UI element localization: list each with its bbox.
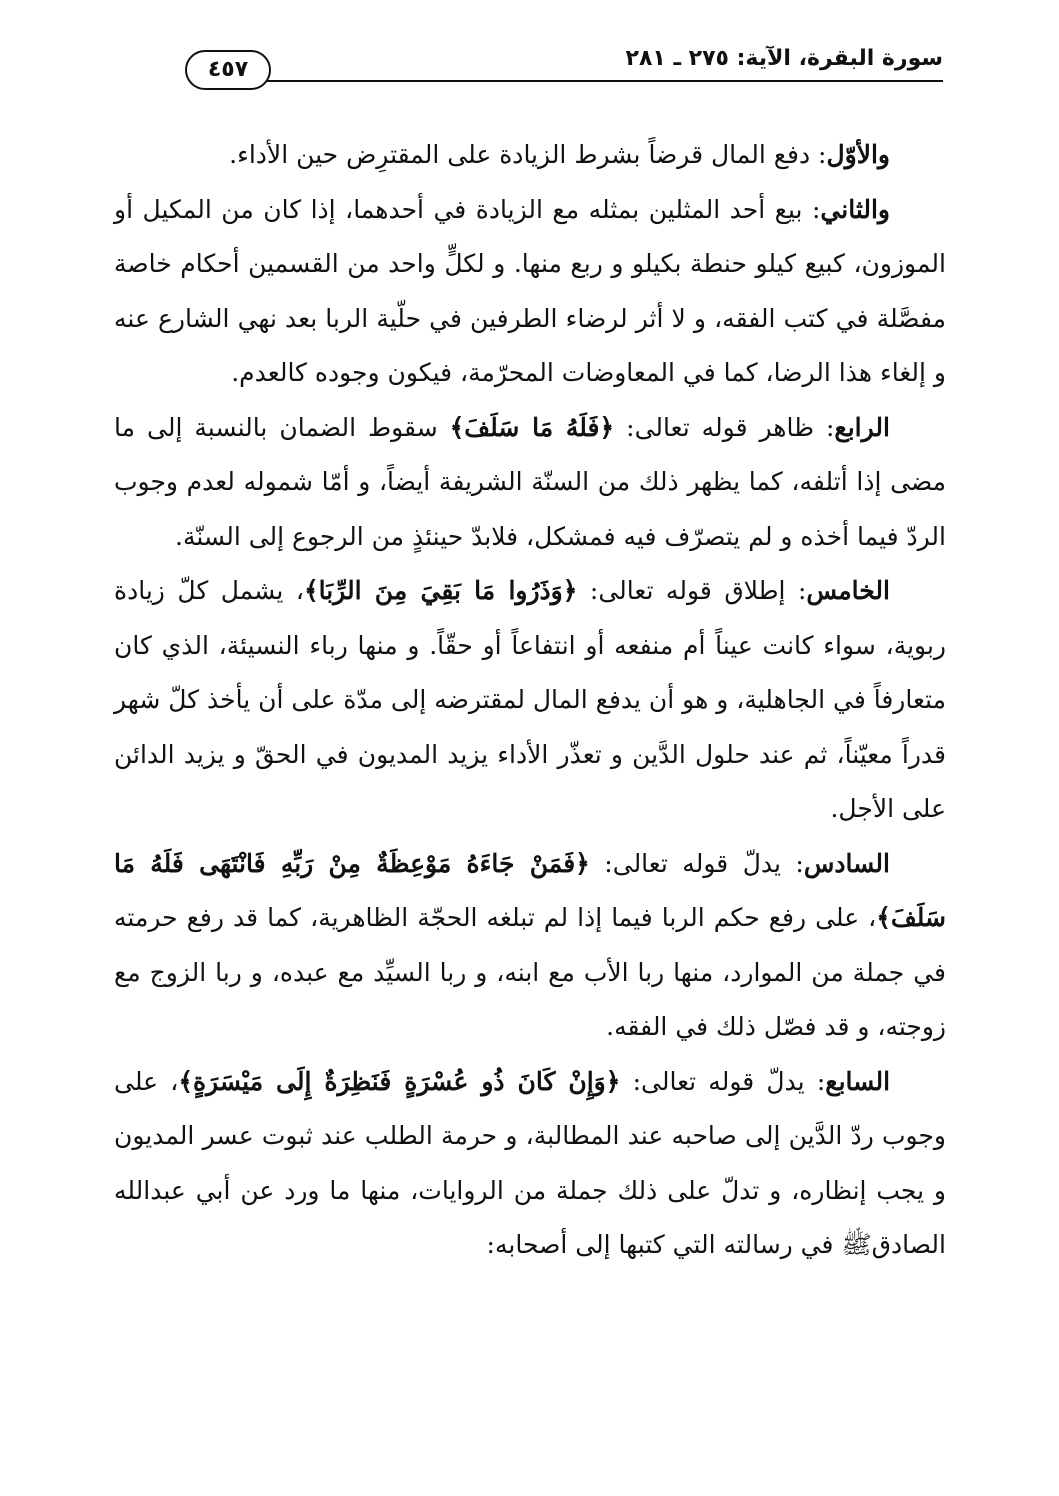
body-text	[114, 128, 946, 1273]
paragraph-text-after: ، على رفع حكم الربا فيما إذا لم تبلغه الحجّة الظاهرية، كما قد رفع حرمته في جملة من الموارد، منها ربا الأب مع ابنه، و ربا السيِّد مع عبده، و ربا الزوج مع زوجته، و قد فصّل ذلك في الفقه.	[114, 903, 946, 1041]
quran-verse: ﴿وَذَرُوا مَا بَقِيَ مِنَ الرِّبَا﴾	[303, 576, 578, 605]
paragraph-second	[114, 183, 946, 401]
paragraph-text-after: سقوط الضمان بالنسبة إلى ما مضى إذا أتلفه، كما يظهر ذلك من السنّة الشريفة أيضاً، و أمّا شموله لعدم وجوب الردّ فيما أخذه و لم يتصرّف فيه فمشكل، فلابدّ حينئذٍ من الرجوع إلى السنّة.	[114, 412, 946, 551]
paragraph-label: السادس	[803, 848, 890, 878]
paragraph-sixth	[114, 837, 946, 1055]
paragraph-text-after: ، على وجوب ردّ الدَّين إلى صاحبه عند المطالبة، و حرمة الطلب عند ثبوت عسر المديون و يجب إنظاره، و تدلّ على ذلك جملة من الروايات، منها ما ورد عن أبي عبدالله الصادق	[114, 1066, 946, 1259]
paragraph-text-before: : يدلّ قوله تعالى:	[589, 848, 804, 878]
paragraph-text-before: : يدلّ قوله تعالى:	[620, 1066, 826, 1096]
paragraph-text: : بيع أحد المثلين بمثله مع الزيادة في أحدهما، إذا كان من المكيل أو الموزون، كبيع كيلو حنطة بكيلو و ربع منها. و لكلٍّ واحد من القسمين أحكام خاصة مفصَّلة في كتب الفقه، و لا أثر لرضاء الطرفين في حلّية الربا بعد نهي الشارع عنه و إلغاء هذا الرضا، كما في المعاوضات المحرّمة، فيكون وجوده كالعدم.	[114, 194, 946, 387]
quran-verse: ﴿وَإِنْ كَانَ ذُو عُسْرَةٍ فَنَظِرَةٌ إِلَى مَيْسَرَةٍ﴾	[178, 1066, 621, 1096]
paragraph-label: والأوّل	[826, 140, 890, 169]
paragraph-label: والثاني	[820, 194, 890, 224]
honorific-symbol: ﷺ	[841, 1230, 872, 1259]
paragraph-fifth	[114, 564, 946, 837]
chapter-title: سورة البقرة، الآية: ٢٧٥ ـ ٢٨١	[625, 46, 943, 71]
paragraph-text-after: ، يشمل كلّ زيادة ربوية، سواء كانت عيناً أم منفعه أو انتفاعاً أو حقّاً. و منها رباء النسيئة، الذي كان متعارفاً في الجاهلية، و هو أن يدفع المال لمقترضه إلى مدّة على أن يأخذ كلّ شهر قدراً معيّناً، ثم عند حلول الدَّين و تعذّر الأداء يزيد المديون في الحقّ و يزيد الدائن على الأجل.	[114, 576, 946, 823]
paragraph-text: : دفع المال قرضاً بشرط الزيادة على المقترِض حين الأداء.	[229, 140, 827, 169]
header-rule	[215, 80, 943, 82]
paragraph-first	[114, 128, 946, 183]
paragraph-seventh	[114, 1055, 946, 1273]
paragraph-label: السابع	[825, 1066, 891, 1096]
page-number: ٤٥٧	[185, 50, 271, 90]
paragraph-text-before: : ظاهر قوله تعالى:	[614, 412, 835, 442]
paragraph-text-end: في رسالته التي كتبها إلى أصحابه:	[486, 1230, 842, 1259]
paragraph-fourth	[114, 401, 946, 565]
paragraph-text-before: : إطلاق قوله تعالى:	[577, 576, 807, 605]
quran-verse: ﴿فَمَنْ جَاءَهُ مَوْعِظَةٌ مِنْ رَبِّهِ فَانْتَهَى فَلَهُ مَا سَلَفَ﴾	[114, 848, 946, 932]
running-header	[105, 40, 943, 84]
paragraph-label: الرابع	[834, 412, 890, 442]
quran-verse: ﴿فَلَهُ مَا سَلَفَ﴾	[449, 412, 615, 442]
paragraph-label: الخامس	[806, 576, 890, 605]
